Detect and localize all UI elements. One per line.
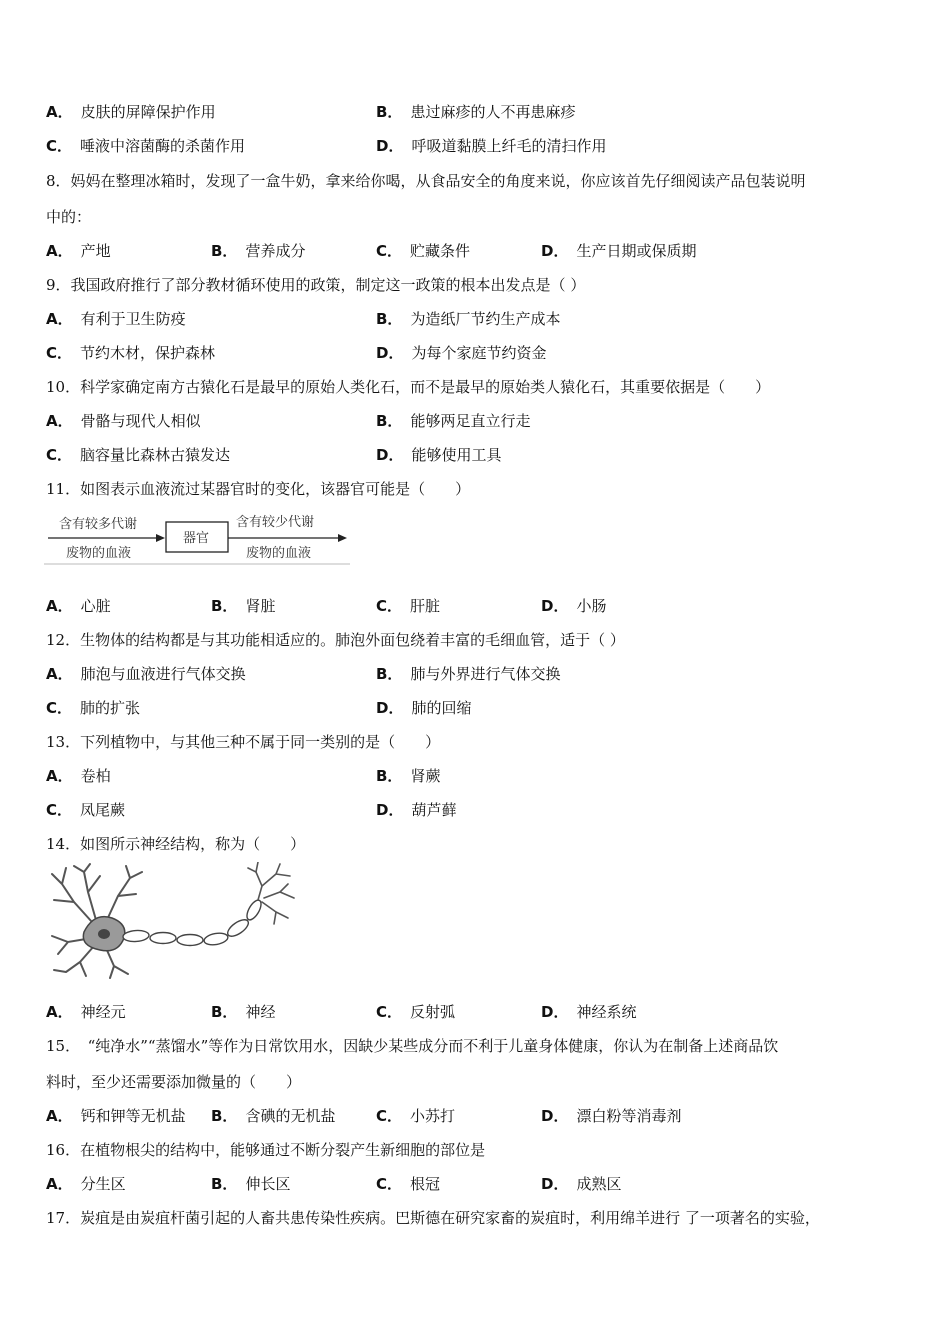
- q15-option-b[interactable]: B． 含碘的无机盐: [211, 1107, 336, 1125]
- q8-option-a[interactable]: A． 产地: [46, 242, 111, 260]
- q12-stem: 12．生物体的结构都是与其功能相适应的。肺泡外面包绕着丰富的毛细血管，适于（ ）: [46, 631, 625, 649]
- q14-stem: 14．如图所示神经结构，称为（ ）: [46, 835, 306, 853]
- q12-options-row-1: [46, 664, 560, 684]
- diagram-left-top-label: 含有较多代谢: [59, 517, 138, 532]
- q9-option-b[interactable]: B． 为造纸厂节约生产成本: [376, 310, 561, 328]
- myelin-sheath: [123, 898, 264, 947]
- q11-option-c[interactable]: C． 肝脏: [376, 597, 441, 615]
- diagram-left-arrowhead: [156, 534, 165, 542]
- q13-option-c[interactable]: C． 凤尾蕨: [46, 801, 126, 819]
- q15-option-c[interactable]: C． 小苏打: [376, 1107, 456, 1125]
- neuron-figure: [44, 862, 299, 980]
- neuron-nucleus: [98, 929, 110, 939]
- q11-option-b[interactable]: B． 肾脏: [211, 597, 276, 615]
- q13-option-b[interactable]: B． 肾蕨: [376, 767, 441, 785]
- q16-option-b[interactable]: B． 伸长区: [211, 1175, 291, 1193]
- q8-option-c[interactable]: C． 贮藏条件: [376, 242, 471, 260]
- q9-options-row-1: [46, 309, 560, 329]
- q15-stem-line-1: 15． “纯净水”“蒸馏水”等作为日常饮用水，因缺少某些成分而不利于儿童身体健康，你认为在制备上述商品饮: [46, 1037, 779, 1055]
- q16-options-row: [46, 1174, 621, 1194]
- q9-stem: 9．我国政府推行了部分教材循环使用的政策，制定这一政策的根本出发点是（ ）: [46, 276, 586, 294]
- q9-options-row-2: [46, 343, 546, 363]
- q15-options-row: [46, 1106, 681, 1126]
- q7-option-a[interactable]: A． 皮肤的屏障保护作用: [46, 103, 216, 121]
- q7-option-d[interactable]: D． 呼吸道黏膜上纤毛的清扫作用: [376, 137, 607, 155]
- q15-option-d[interactable]: D． 漂白粉等消毒剂: [541, 1107, 682, 1125]
- q10-option-b[interactable]: B． 能够两足直立行走: [376, 412, 531, 430]
- q15-stem-line-2: 料时，至少还需要添加微量的（ ）: [46, 1073, 302, 1091]
- blood-flow-diagram: [44, 510, 354, 566]
- q11-stem: 11．如图表示血液流过某器官时的变化，该器官可能是（ ）: [46, 480, 471, 498]
- q15-option-a[interactable]: A． 钙和钾等无机盐: [46, 1107, 186, 1125]
- q13-option-d[interactable]: D． 葫芦藓: [376, 801, 457, 819]
- q10-option-c[interactable]: C． 脑容量比森林古猿发达: [46, 446, 231, 464]
- q12-option-d[interactable]: D． 肺的回缩: [376, 699, 472, 717]
- diagram-right-bottom-label: 废物的血液: [246, 546, 312, 561]
- q8-options-row: [46, 241, 696, 261]
- q7-option-b[interactable]: B． 患过麻疹的人不再患麻疹: [376, 103, 576, 121]
- q7-options-row-1: [46, 102, 575, 122]
- q17-stem: 17．炭疽是由炭疽杆菌引起的人畜共患传染性疾病。巴斯德在研究家畜的炭疽时，利用绵羊进行 了一项著名的实验，: [46, 1209, 820, 1227]
- q10-options-row-2: [46, 445, 501, 465]
- q10-option-a[interactable]: A． 骨骼与现代人相似: [46, 412, 201, 430]
- q13-stem: 13．下列植物中，与其他三种不属于同一类别的是（ ）: [46, 733, 441, 751]
- q14-option-b[interactable]: B． 神经: [211, 1003, 276, 1021]
- q13-options-row-1: [46, 766, 440, 786]
- q12-option-b[interactable]: B． 肺与外界进行气体交换: [376, 665, 561, 683]
- q10-options-row-1: [46, 411, 530, 431]
- q10-option-d[interactable]: D． 能够使用工具: [376, 446, 502, 464]
- diagram-left-bottom-label: 废物的血液: [66, 546, 132, 561]
- diagram-right-top-label: 含有较少代谢: [236, 515, 315, 530]
- q14-option-a[interactable]: A． 神经元: [46, 1003, 126, 1021]
- q7-options-row-2: [46, 136, 606, 156]
- q11-option-a[interactable]: A． 心脏: [46, 597, 111, 615]
- q9-option-d[interactable]: D． 为每个家庭节约资金: [376, 344, 547, 362]
- q16-option-a[interactable]: A． 分生区: [46, 1175, 126, 1193]
- q14-option-c[interactable]: C． 反射弧: [376, 1003, 456, 1021]
- q11-option-d[interactable]: D． 小肠: [541, 597, 607, 615]
- q13-options-row-2: [46, 800, 456, 820]
- q13-option-a[interactable]: A． 卷柏: [46, 767, 111, 785]
- diagram-right-arrowhead: [338, 534, 347, 542]
- q7-option-c[interactable]: C． 唾液中溶菌酶的杀菌作用: [46, 137, 246, 155]
- q9-option-c[interactable]: C． 节约木材，保护森林: [46, 344, 216, 362]
- q12-option-c[interactable]: C． 肺的扩张: [46, 699, 141, 717]
- q14-options-row: [46, 1002, 636, 1022]
- q16-stem: 16．在植物根尖的结构中，能够通过不断分裂产生新细胞的部位是: [46, 1141, 486, 1159]
- q9-option-a[interactable]: A． 有利于卫生防疫: [46, 310, 186, 328]
- q14-option-d[interactable]: D． 神经系统: [541, 1003, 637, 1021]
- q8-stem-line-2: 中的：: [46, 208, 92, 226]
- q11-options-row: [46, 596, 606, 616]
- q12-options-row-2: [46, 698, 471, 718]
- q8-stem-line-1: 8．妈妈在整理冰箱时，发现了一盒牛奶，拿来给你喝，从食品安全的角度来说，你应该首先仔细阅读产品包装说明: [46, 172, 806, 190]
- q10-stem: 10．科学家确定南方古猿化石是最早的原始人类化石，而不是最早的原始类人猿化石，其重要依据是（ ）: [46, 378, 771, 396]
- q16-option-d[interactable]: D． 成熟区: [541, 1175, 622, 1193]
- q8-option-d[interactable]: D． 生产日期或保质期: [541, 242, 697, 260]
- q12-option-a[interactable]: A． 肺泡与血液进行气体交换: [46, 665, 246, 683]
- q8-option-b[interactable]: B． 营养成分: [211, 242, 306, 260]
- organ-box-label: 器官: [183, 531, 210, 546]
- q16-option-c[interactable]: C． 根冠: [376, 1175, 441, 1193]
